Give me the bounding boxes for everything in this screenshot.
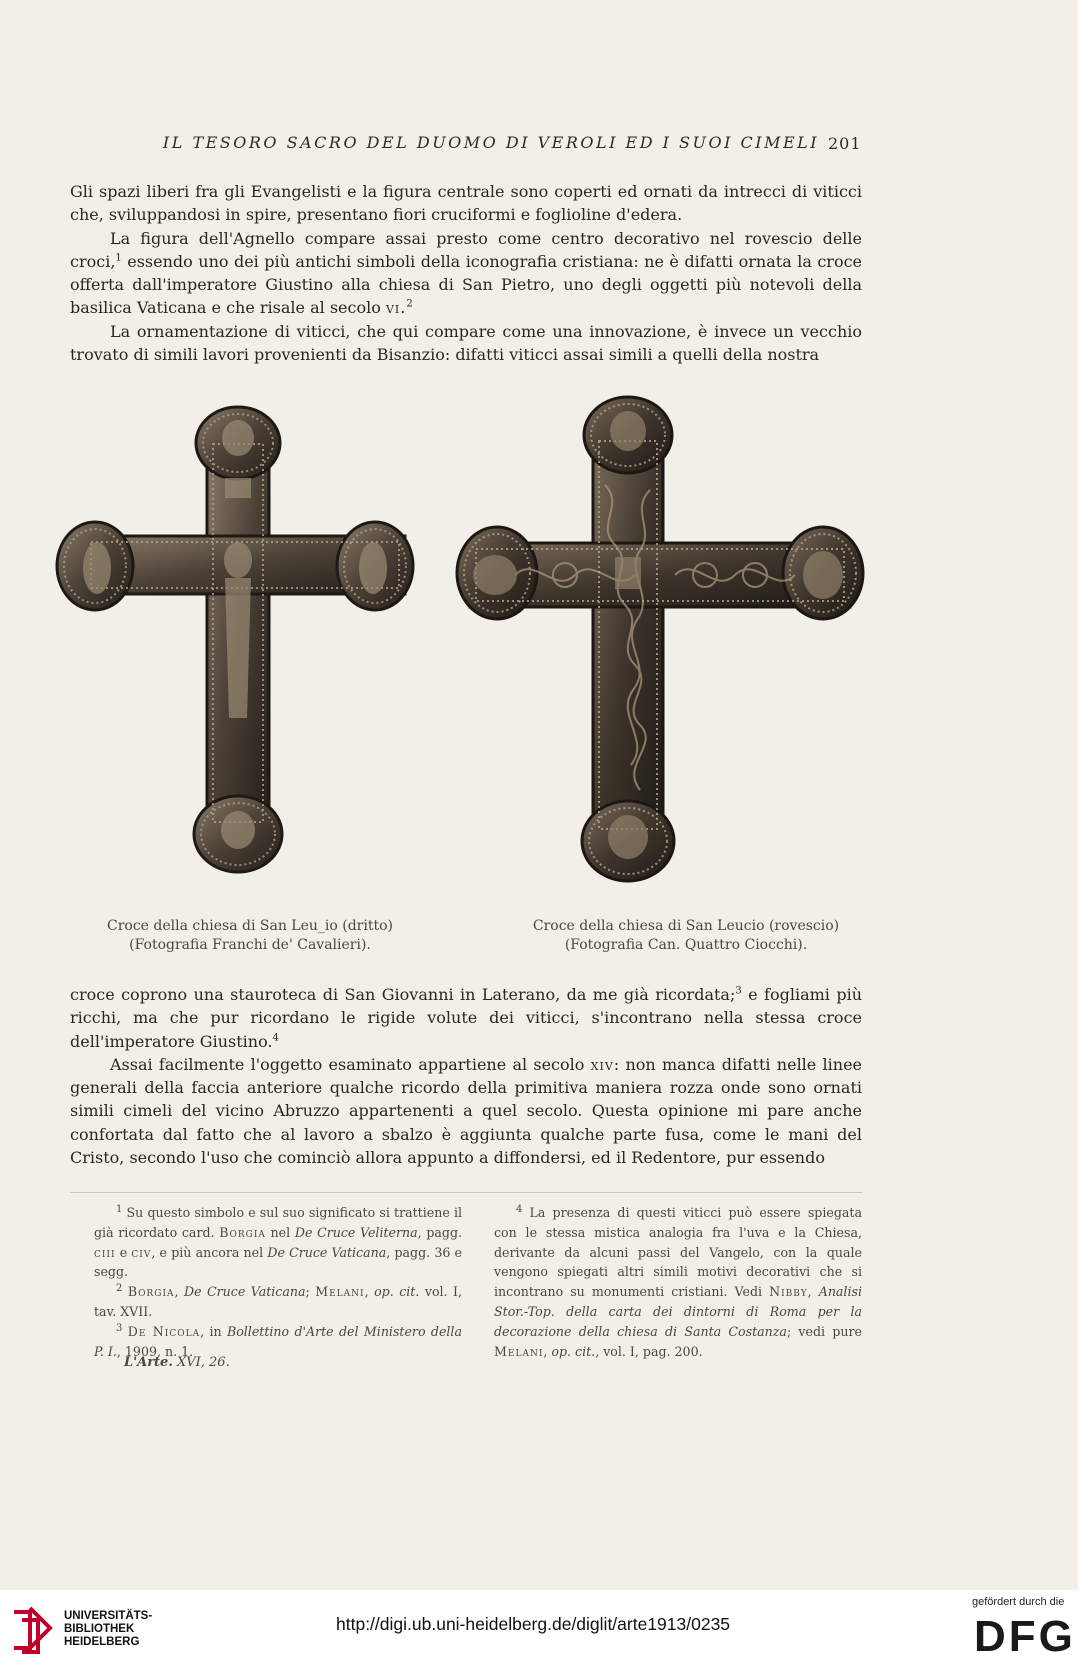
footnote-1: $^1$ Su questo simbolo e sul suo significato si trattiene il già ricordato card. Borgia nel De Cruce Veliterna, pagg. ciii e civ, e più ancora nel De Cruce Vaticana, pagg. 36 e segg. [94, 1203, 463, 1280]
footer-bar [0, 1590, 1088, 1669]
running-head: IL TESORO SACRO DEL DUOMO DI VEROLI ED I SUOI CIMELI [162, 133, 820, 152]
volume-signature: L'Arte. XVI, 26. [124, 1355, 230, 1370]
footnote-3: $^3$ De Nicola, in Bollettino d'Arte del Ministero della P. I., 1909, n. 1. [94, 1322, 462, 1359]
paragraph-3: La ornamentazione di viticci, che qui compare come una innovazione, è invece un vecchio trovato di simili lavori provenienti da Bisanzio: difatti viticci assai simili a quelli della nostra [70, 321, 862, 365]
footnote-ref-1: 1 [115, 252, 122, 264]
paragraph-5: Assai facilmente l'oggetto esaminato appartiene al secolo xiv: non manca difatti nelle linee generali della faccia anteriore qualche ricordo della primitiva maniera rozza onde sono ornati simili cimeli del vicino Abruzzo appartenenti a quel secolo. Questa opinione mi pare anche confortata dal fatto che al lavoro a sbalzo è aggiunta qualche parte fusa, come le mani del Cristo, secondo l'uso che cominciò allora appunto a diffondersi, ed il Redentore, pur essendo [70, 1054, 863, 1168]
library-name: UNIVERSITÄTS- BIBLIOTHEK HEIDELBERG [64, 1610, 153, 1648]
footnote-ref-2: 2 [406, 299, 413, 311]
footnote-divider [70, 1192, 862, 1193]
body-text-top [70, 180, 862, 366]
caption-left-title: Croce della chiesa di San Leu_io (dritto) [107, 918, 393, 934]
page-number: 201 [828, 134, 862, 153]
caption-left [90, 917, 410, 955]
permalink-url[interactable]: http://digi.ub.uni-heidelberg.de/diglit/arte1913/0235 [336, 1614, 731, 1634]
university-library-logo-icon[interactable] [10, 1604, 56, 1656]
paragraph-1: Gli spazi liberi fra gli Evangelisti e la figura centrale sono coperti ed ornati da intrecci di viticci che, sviluppandosi in spire, presentano fiori cruciformi e foglioline d'edera. [70, 182, 862, 225]
footnotes-right-column [494, 1203, 862, 1361]
dfg-logo[interactable]: DFG [974, 1612, 1076, 1661]
paragraph-4: croce coprono una stauroteca di San Giovanni in Laterano, da me già ricordata;$^3$ e fogliami più ricchi, ma che pur ricordano le rigide volute dei viticci, s'incontrano nella stessa croce dell'imperatore Giustino.$^4$ [70, 985, 863, 1051]
footnote-4: $^4$ La presenza di questi viticci può essere spiegata con le stessa mistica analogia fra l'uva e la Chiesa, derivante da alcuni passi del Vangelo, con la quale vengono spiegati altri simili motivi decorativi che si incontrano su monumenti cristiani. Vedi Nibby, Analisi Stor.-Top. della carta dei dintorni di Roma per la decorazione della chiesa di Santa Costanza; vedi pure Melani, op. cit., vol. I, pag. 200. [494, 1203, 862, 1359]
footnote-ref-4: 4 [272, 1032, 279, 1044]
body-text-bottom [70, 983, 862, 1169]
funding-note: gefördert durch die [972, 1596, 1065, 1608]
footnote-2: $^2$ Borgia, De Cruce Vaticana; Melani, op. cit. vol. I, tav. XVII. [94, 1283, 463, 1319]
cross-obverse-photo [55, 398, 435, 908]
cross-reverse-photo [455, 395, 865, 910]
footnote-ref-3: 3 [735, 985, 742, 997]
footnotes-left-column [94, 1203, 462, 1361]
caption-right-credit: (Fotografia Can. Quattro Ciocchi). [564, 937, 808, 953]
paragraph-2: La figura dell'Agnello compare assai presto come centro decorativo nel rovescio delle croci,$^1$ essendo uno dei più antichi simboli della iconografia cristiana: ne è difatti ornata la croce offerta dall'imperatore Giustino alla chiesa di San Pietro, uno degli oggetti più notevoli della basilica Vaticana e che risale al secolo vi.$^2$ [70, 228, 862, 318]
caption-right-title: Croce della chiesa di San Leucio (rovescio) [532, 918, 840, 934]
caption-left-credit: (Fotografia Franchi de' Cavalieri). [129, 937, 371, 953]
caption-right [526, 917, 846, 955]
